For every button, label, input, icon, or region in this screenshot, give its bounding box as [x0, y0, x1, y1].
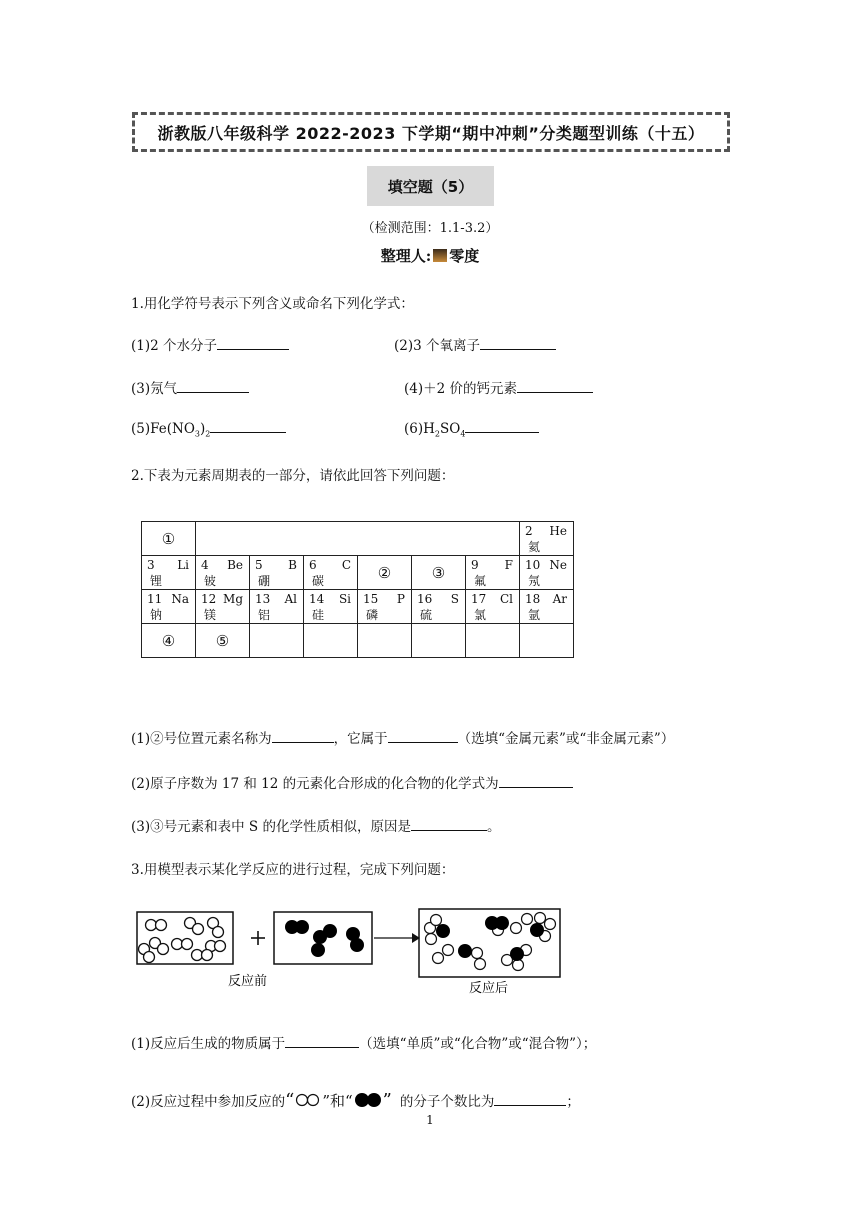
atomic-number: 9	[471, 557, 479, 572]
element-symbol: Cl	[499, 591, 513, 606]
element-symbol: B	[288, 557, 297, 572]
atomic-number: 10	[525, 557, 541, 572]
atomic-number: 15	[363, 591, 379, 606]
cell-be	[196, 556, 250, 590]
cell-mg	[196, 590, 250, 624]
atomic-number: 13	[255, 591, 271, 606]
cell-p	[358, 590, 412, 624]
quote-mark: ”	[382, 1090, 392, 1111]
cell-circle-2	[358, 556, 412, 590]
element-name: 氩	[528, 607, 541, 622]
q1-item-6	[404, 420, 539, 439]
answer-blank[interactable]	[217, 337, 289, 350]
q3-sub-2-text-b: 的分子个数比为	[399, 1094, 495, 1110]
document-title: 浙教版八年级科学 2022-2023 下学期“期中冲刺”分类题型训练（十五）	[132, 112, 730, 152]
element-name: 氟	[474, 573, 487, 588]
dark-molecules	[285, 920, 364, 957]
cell-empty	[412, 624, 466, 658]
circle-label: ①	[161, 529, 176, 548]
cell-circle-5	[196, 624, 250, 658]
reaction-diagram	[130, 902, 570, 1002]
cell-circle-3	[412, 556, 466, 590]
q2-sub-1-text-a: (1)②号位置元素名称为	[131, 731, 272, 747]
cell-cl	[466, 590, 520, 624]
cell-f	[466, 556, 520, 590]
cell-empty	[250, 624, 304, 658]
cell-ar	[520, 590, 574, 624]
cell-empty	[304, 624, 358, 658]
q2-stem: 2.下表为元素周期表的一部分，请依此回答下列问题：	[131, 468, 455, 484]
arrow-icon	[374, 933, 420, 943]
q3-sub-1-text-b: （选填“单质”或“化合物”或“混合物”）；	[359, 1036, 597, 1052]
quote-mark: “	[285, 1090, 295, 1111]
label-before: 反应前	[228, 974, 268, 989]
element-symbol: Ar	[552, 591, 567, 606]
q3-stem: 3.用模型表示某化学反应的进行过程，完成下列问题：	[131, 862, 455, 878]
subscript: 3	[194, 429, 200, 439]
element-name: 氦	[528, 539, 541, 554]
element-name: 镁	[204, 607, 217, 622]
q2-sub-1-text-c: （选填“金属元素”或“非金属元素”）	[457, 731, 675, 747]
cell-he	[520, 522, 574, 556]
q1-item-5: $(5)Fe(NO_3)_2$	[131, 420, 286, 439]
element-symbol: Si	[338, 591, 351, 606]
circle-label: ②	[377, 563, 392, 582]
q3-sub-2	[131, 1090, 580, 1111]
atomic-number: 5	[255, 557, 263, 572]
answer-blank[interactable]	[499, 775, 573, 788]
element-name: 锂	[150, 573, 163, 588]
answer-blank[interactable]	[272, 730, 334, 743]
q3-sub-2-text-c: ；	[566, 1094, 580, 1110]
circle-label: ③	[431, 563, 446, 582]
compiler-name: 零度	[449, 247, 480, 265]
periodic-table	[141, 521, 574, 658]
answer-blank[interactable]	[210, 420, 286, 433]
atomic-number: 14	[309, 591, 325, 606]
element-symbol: F	[504, 557, 513, 572]
q1-item-3-text: (3)氖气	[131, 381, 178, 397]
q2-sub-1-text-b: ，它属于	[333, 731, 388, 747]
answer-blank[interactable]	[465, 420, 539, 433]
cell-li	[142, 556, 196, 590]
answer-blank[interactable]	[517, 380, 593, 393]
oxygen-molecules	[139, 918, 226, 963]
q1-item-3	[131, 377, 249, 397]
element-symbol: Ne	[549, 557, 567, 572]
answer-blank[interactable]	[480, 337, 556, 350]
cell-c	[304, 556, 358, 590]
q1-stem: 1.用化学符号表示下列含义或命名下列化学式：	[131, 296, 414, 312]
atomic-number: 6	[309, 557, 317, 572]
element-symbol: Na	[171, 591, 189, 606]
atomic-number: 18	[525, 591, 541, 606]
answer-blank[interactable]	[177, 380, 249, 393]
q2-sub-3	[131, 815, 500, 835]
product-molecules	[425, 913, 556, 971]
scope-range: （检测范围：1.1-3.2）	[361, 221, 499, 236]
dark-molecule-icon	[353, 1092, 383, 1108]
element-symbol: Al	[284, 591, 297, 606]
q1-item-2-text: (2)3 个氧离子	[394, 338, 481, 354]
q1-item-2	[394, 334, 556, 354]
atomic-number: 12	[201, 591, 217, 606]
element-symbol: Be	[227, 557, 243, 572]
element-name: 铍	[204, 573, 217, 588]
circle-label: ⑤	[215, 631, 230, 650]
q2-sub-3-text-a: (3)③号元素和表中 S 的化学性质相似，原因是	[131, 819, 411, 835]
q1-item-4-text: (4)＋2 价的钙元素	[404, 381, 518, 397]
q1-item-1-text: (1)2 个水分子	[131, 338, 218, 354]
q3-sub-2-text-a: (2)反应过程中参加反应的	[131, 1094, 286, 1110]
element-name: 氯	[474, 607, 487, 622]
q2-sub-2-text: (2)原子序数为 17 和 12 的元素化合形成的化合物的化学式为	[131, 776, 499, 792]
element-name: 磷	[366, 607, 379, 622]
cell-na	[142, 590, 196, 624]
element-symbol: P	[396, 591, 405, 606]
element-name: 硅	[312, 607, 325, 622]
label-after: 反应后	[469, 981, 509, 996]
element-name: 氖	[528, 573, 541, 588]
cell-al	[250, 590, 304, 624]
atomic-number: 16	[417, 591, 433, 606]
cell-empty	[466, 624, 520, 658]
q1-item-6-text: (6)H	[404, 421, 435, 437]
cell-circle-4	[142, 624, 196, 658]
element-symbol: He	[549, 523, 567, 538]
answer-blank[interactable]	[411, 818, 487, 831]
element-name: 钠	[150, 607, 163, 622]
q1-item-4	[404, 377, 593, 397]
q2-sub-3-text-b: 。	[486, 819, 501, 835]
element-name: 硫	[420, 607, 433, 622]
element-symbol: Li	[177, 557, 189, 572]
cell-empty	[358, 624, 412, 658]
cell-s	[412, 590, 466, 624]
atomic-number: 4	[201, 557, 209, 572]
cell-b	[250, 556, 304, 590]
compiler-logo-icon	[433, 249, 447, 262]
q1-item-5-text: (5)Fe(NO	[131, 421, 195, 437]
q3-sub-1	[131, 1032, 596, 1052]
q1-item-1	[131, 334, 289, 354]
compiler-label: 整理人:	[380, 247, 432, 265]
reaction-model-svg	[130, 902, 570, 998]
subscript: 2	[434, 429, 440, 439]
atomic-number: 11	[147, 591, 163, 606]
subscript: 2	[205, 429, 211, 439]
subscript: 4	[460, 429, 466, 439]
element-name: 碳	[312, 573, 325, 588]
atomic-number: 2	[525, 523, 533, 538]
q3-sub-1-text-a: (1)反应后生成的物质属于	[131, 1036, 286, 1052]
answer-blank[interactable]	[285, 1035, 359, 1048]
element-name: 硼	[258, 573, 271, 588]
element-symbol: S	[450, 591, 459, 606]
element-symbol: Mg	[223, 591, 243, 606]
quote-mark: ”和“	[322, 1092, 353, 1110]
section-subtitle: 填空题（5）	[367, 166, 494, 206]
q2-sub-1	[131, 727, 674, 747]
atomic-number: 3	[147, 557, 155, 572]
page-number: 1	[426, 1113, 434, 1127]
cell-circle-1	[142, 522, 196, 556]
cell-si	[304, 590, 358, 624]
cell-empty	[520, 624, 574, 658]
atomic-number: 17	[471, 591, 487, 606]
element-symbol: C	[341, 557, 351, 572]
q1-item-6-text-b: SO	[440, 421, 461, 437]
circle-label: ④	[161, 631, 176, 650]
plus-sign	[251, 931, 265, 945]
element-name: 铝	[258, 607, 271, 622]
answer-blank[interactable]	[494, 1093, 566, 1106]
compiler-line	[0, 245, 860, 266]
answer-blank[interactable]	[388, 730, 458, 743]
oxygen-molecule-icon	[294, 1093, 322, 1107]
q2-sub-2	[131, 772, 573, 792]
cell-ne	[520, 556, 574, 590]
